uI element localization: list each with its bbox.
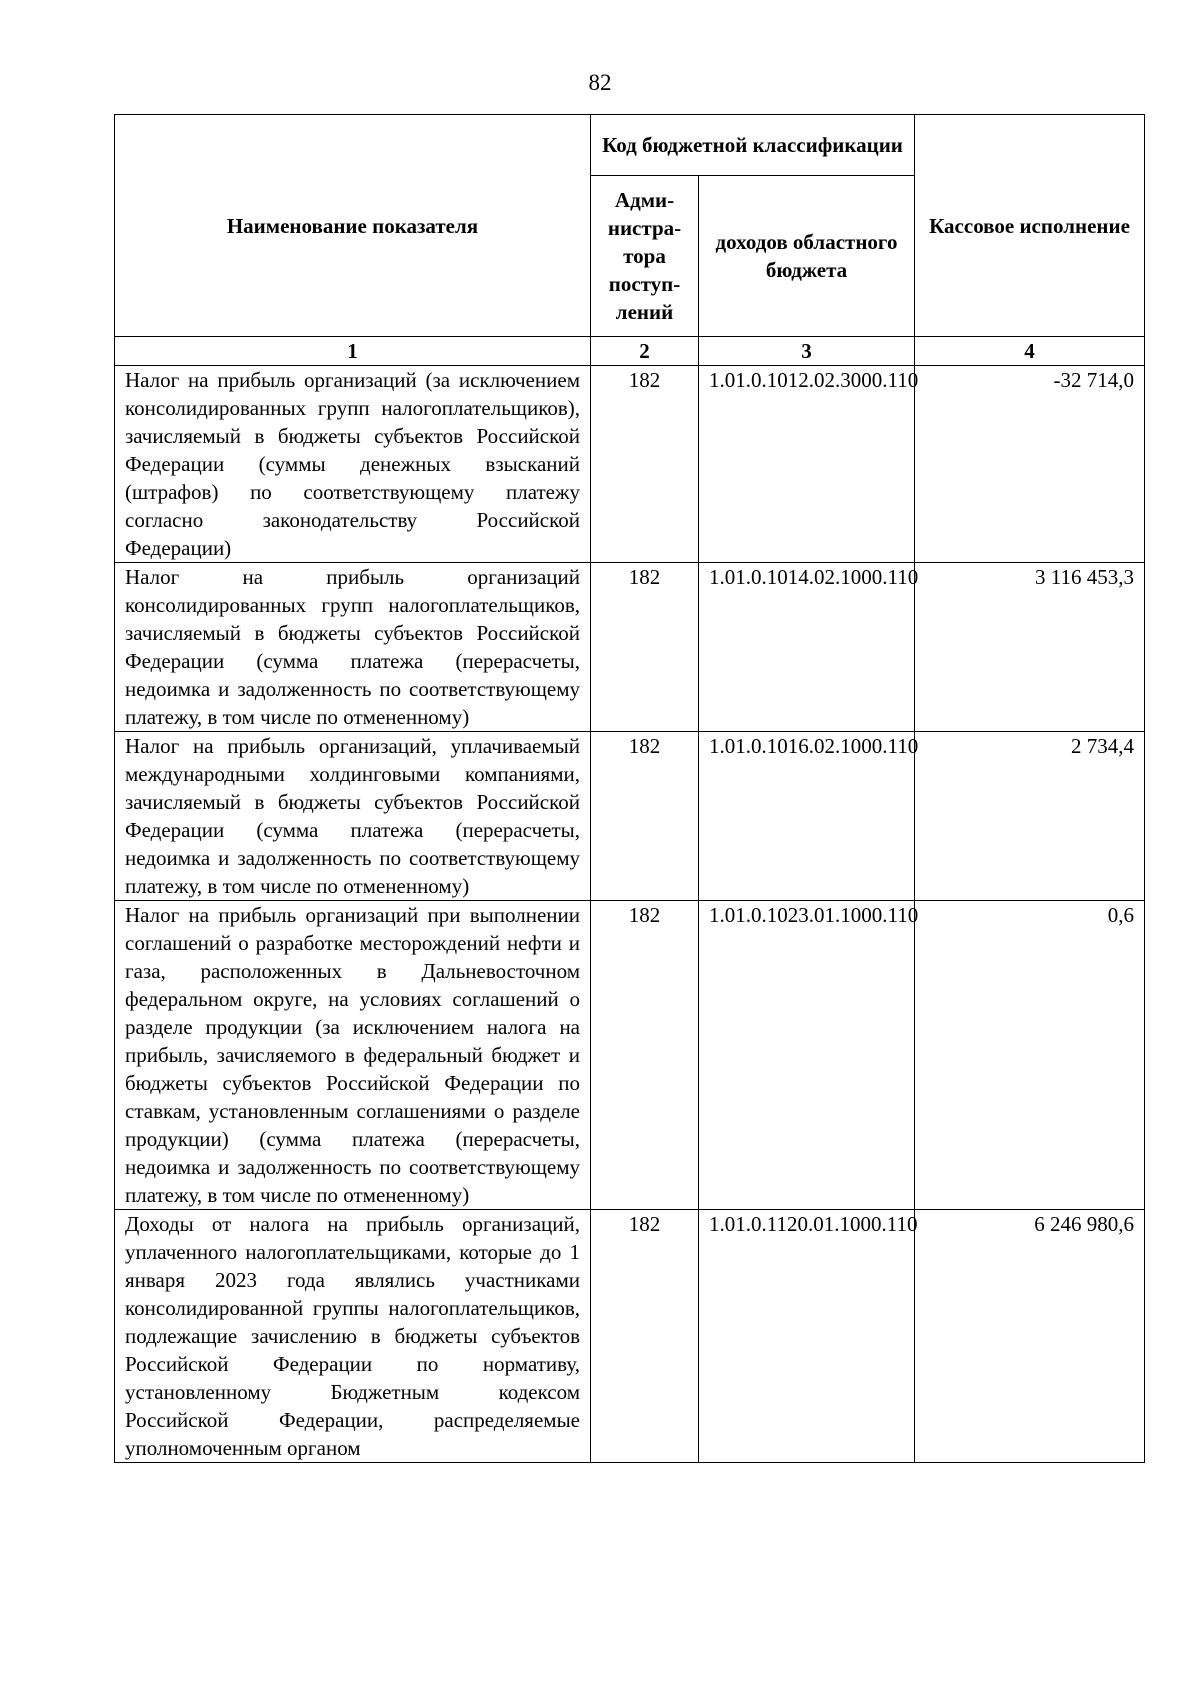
row-value: 2 734,4 <box>915 732 1145 901</box>
column-number-3: 3 <box>699 337 915 366</box>
table-row <box>115 563 1145 732</box>
row-admin: 182 <box>591 1210 699 1463</box>
header-admin: Адми-нистра-тора поступ-лений <box>591 176 699 337</box>
page-number: 82 <box>588 70 612 95</box>
row-name: Налог на прибыль организаций (за исключением консолидированных групп налогоплательщиков), зачисляемый в бюджеты субъектов Российской Федерации (суммы денежных взысканий (штрафов) по соответствующему платежу согласно законодательству Российской Федерации) <box>115 366 591 563</box>
row-name: Налог на прибыль организаций консолидированных групп налогоплательщиков, зачисляемый в бюджеты субъектов Российской Федерации (сумма платежа (перерасчеты, недоимка и задолженность по соответствующему платежу, в том числе по отмененному) <box>115 563 591 732</box>
row-name: Доходы от налога на прибыль организаций, уплаченного налогоплательщиками, которые до 1 января 2023 года являлись участниками консолидированной группы налогоплательщиков, подлежащие зачислению в бюджеты субъектов Российской Федерации по нормативу, установленному Бюджетным кодексом Российской Федерации, распределяемые уполномоченным органом <box>115 1210 591 1463</box>
column-number-2: 2 <box>591 337 699 366</box>
header-execution: Кассовое исполнение <box>915 115 1145 337</box>
row-admin: 182 <box>591 901 699 1210</box>
row-value: 0,6 <box>915 901 1145 1210</box>
table-row <box>115 366 1145 563</box>
row-code: 1.01.0.1012.02.3000.110 <box>699 366 915 563</box>
column-number-1: 1 <box>115 337 591 366</box>
row-name: Налог на прибыль организаций при выполнении соглашений о разработке месторождений нефти и газа, расположенных в Дальневосточном федеральном округе, на условиях соглашений о разделе продукции (за исключением налога на прибыль, зачисляемого в федеральный бюджет и бюджеты субъектов Российской Федерации по ставкам, установленным соглашениями о разделе продукции) (сумма платежа (перерасчеты, недоимка и задолженность по соответствующему платежу, в том числе по отмененному) <box>115 901 591 1210</box>
row-code: 1.01.0.1014.02.1000.110 <box>699 563 915 732</box>
column-number-4: 4 <box>915 337 1145 366</box>
table-row <box>115 1210 1145 1463</box>
header-income: доходов областного бюджета <box>699 176 915 337</box>
header-name: Наименование показателя <box>115 115 591 337</box>
table-row <box>115 901 1145 1210</box>
row-admin: 182 <box>591 366 699 563</box>
budget-income-table <box>114 114 1145 1463</box>
row-code: 1.01.0.1120.01.1000.110 <box>699 1210 915 1463</box>
row-value: 3 116 453,3 <box>915 563 1145 732</box>
table-row <box>115 732 1145 901</box>
row-admin: 182 <box>591 732 699 901</box>
row-value: 6 246 980,6 <box>915 1210 1145 1463</box>
row-value: -32 714,0 <box>915 366 1145 563</box>
row-name: Налог на прибыль организаций, уплачиваемый международными холдинговыми компаниями, зачисляемый в бюджеты субъектов Российской Федерации (сумма платежа (перерасчеты, недоимка и задолженность по соответствующему платежу, в том числе по отмененному) <box>115 732 591 901</box>
header-budget-code-group: Код бюджетной классификации <box>591 115 915 176</box>
row-code: 1.01.0.1023.01.1000.110 <box>699 901 915 1210</box>
row-admin: 182 <box>591 563 699 732</box>
row-code: 1.01.0.1016.02.1000.110 <box>699 732 915 901</box>
